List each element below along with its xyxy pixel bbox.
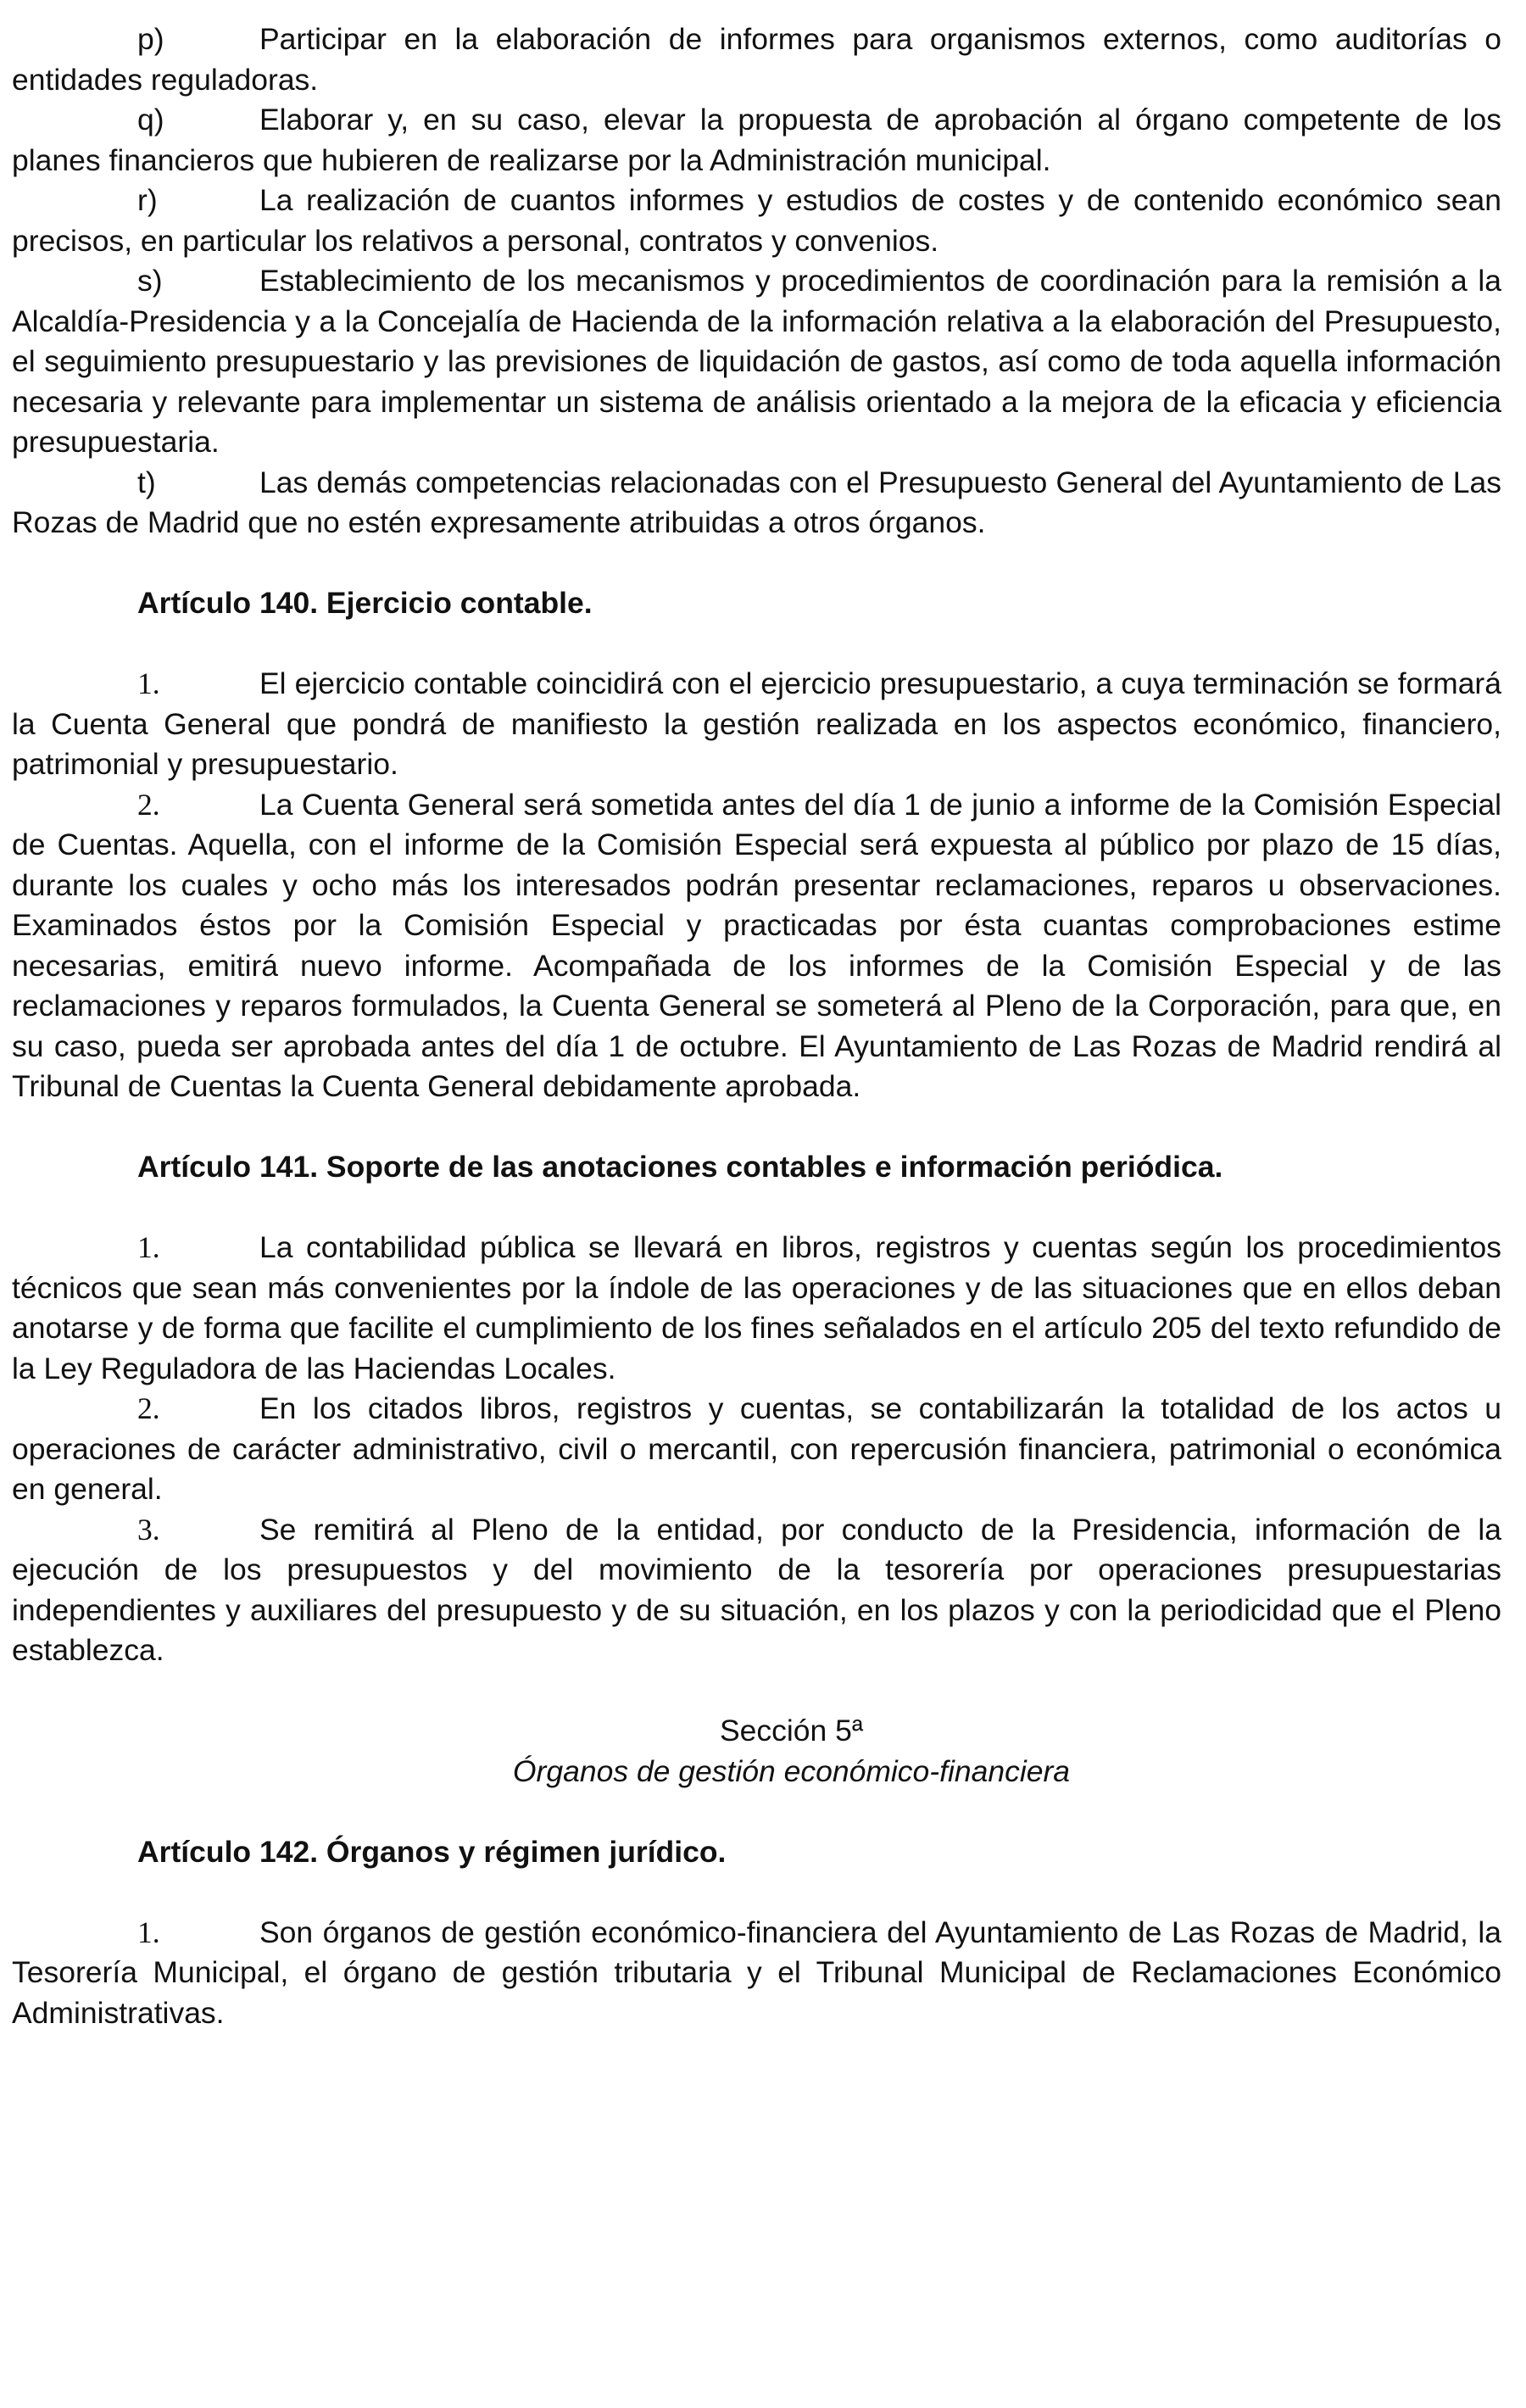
paragraph-text: Son órganos de gestión económico-financiera del Ayuntamiento de Las Rozas de Madrid, la Tesorería Municipal, el órgano de gestión tributaria y el Tribunal Municipal de Reclamaciones Económico Administrativas. xyxy=(12,1915,1501,2030)
blank-line xyxy=(12,1671,1501,1712)
paragraph-text: Se remitirá al Pleno de la entidad, por conducto de la Presidencia, información de la ejecución de los presupuestos y del movimiento de la tesorería por operaciones presupuestarias independientes y auxiliares del presupuesto y de su situación, en los plazos y con la periodicidad que el Pleno establezca. xyxy=(12,1512,1501,1667)
blank-line xyxy=(12,543,1501,584)
list-item xyxy=(12,20,1501,100)
paragraph-text: Participar en la elaboración de informes para organismos externos, como auditorías o entidades reguladoras. xyxy=(12,22,1501,97)
section-title: Sección 5ª xyxy=(719,1714,864,1747)
blank-line xyxy=(12,1792,1501,1832)
paragraph-text: El ejercicio contable coincidirá con el ejercicio presupuestario, a cuya terminación se formará la Cuenta General que pondrá de manifiesto la gestión realizada en los aspectos económico, financiero, patrimonial y presupuestario. xyxy=(12,666,1501,781)
list-marker: 2. xyxy=(137,1391,160,1425)
article-heading: Artículo 142. Órganos y régimen jurídico. xyxy=(137,1834,727,1869)
article-heading: Artículo 141. Soporte de las anotaciones contables e información periódica. xyxy=(137,1150,1223,1184)
list-item xyxy=(12,1228,1501,1389)
list-item xyxy=(12,463,1501,543)
list-marker: t) xyxy=(137,465,156,499)
paragraph-text: En los citados libros, registros y cuentas, se contabilizarán la totalidad de los actos u operaciones de carácter administrativo, civil o mercantil, con repercusión financiera, patrimonial o económica en general. xyxy=(12,1391,1501,1506)
list-item xyxy=(12,1913,1501,2034)
paragraph-text: La contabilidad pública se llevará en libros, registros y cuentas según los procedimientos técnicos que sean más convenientes por la índole de las operaciones y de las situaciones que en ellos deban anotarse y de forma que facilite el cumplimiento de los fines señalados en el artículo 205 del texto refundido de la Ley Reguladora de las Haciendas Locales. xyxy=(12,1230,1501,1385)
list-item xyxy=(12,100,1501,181)
list-item xyxy=(12,1389,1501,1510)
list-item xyxy=(12,1510,1501,1671)
blank-line xyxy=(12,1872,1501,1913)
list-item xyxy=(12,785,1501,1107)
list-marker: r) xyxy=(137,183,158,217)
paragraph-text: Elaborar y, en su caso, elevar la propuesta de aprobación al órgano competente de los planes financieros que hubieren de realizarse por la Administración municipal. xyxy=(12,103,1501,177)
list-marker: 1. xyxy=(137,1230,160,1264)
section-subtitle: Órganos de gestión económico-financiera xyxy=(512,1753,1071,1788)
paragraph-text: Las demás competencias relacionadas con el Presupuesto General del Ayuntamiento de Las Rozas de Madrid que no estén expresamente atribuidas a otros órganos. xyxy=(12,465,1501,539)
list-marker: p) xyxy=(137,22,164,56)
list-marker: 1. xyxy=(137,1915,160,1949)
blank-line xyxy=(12,1107,1501,1148)
blank-line xyxy=(12,624,1501,665)
list-marker: 2. xyxy=(137,787,160,822)
list-marker: q) xyxy=(137,103,164,137)
paragraph-text: La realización de cuantos informes y estudios de costes y de contenido económico sean precisos, en particular los relativos a personal, contratos y convenios. xyxy=(12,183,1501,258)
blank-line xyxy=(12,1188,1501,1229)
list-marker: s) xyxy=(137,264,163,298)
paragraph-text: Establecimiento de los mecanismos y procedimientos de coordinación para la remisión a la Alcaldía-Presidencia y a la Concejalía de Hacienda de la información relativa a la elaboración del Presupuesto, el seguimiento presupuestario y las previsiones de liquidación de gastos, así como de toda aquella información necesaria y relevante para implementar un sistema de análisis orientado a la mejora de la eficacia y eficiencia presupuestaria. xyxy=(12,264,1501,459)
list-marker: 3. xyxy=(137,1512,160,1547)
list-item xyxy=(12,181,1501,261)
article-heading: Artículo 140. Ejercicio contable. xyxy=(137,586,593,620)
paragraph-text: La Cuenta General será sometida antes del día 1 de junio a informe de la Comisión Especial de Cuentas. Aquella, con el informe de la Comisión Especial será expuesta al público por plazo de 15 días, durante los cuales y ocho más los interesados podrán presentar reclamaciones, reparos u observaciones. Examinados éstos por la Comisión Especial y practicadas por ésta cuantas comprobaciones estime necesarias, emitirá nuevo informe. Acompañada de los informes de la Comisión Especial y de las reclamaciones y reparos formulados, la Cuenta General se someterá al Pleno de la Corporación, para que, en su caso, pueda ser aprobada antes del día 1 de octubre. El Ayuntamiento de Las Rozas de Madrid rendirá al Tribunal de Cuentas la Cuenta General debidamente aprobada. xyxy=(12,787,1501,1103)
list-marker: 1. xyxy=(137,666,160,700)
list-item xyxy=(12,664,1501,785)
list-item xyxy=(12,261,1501,463)
